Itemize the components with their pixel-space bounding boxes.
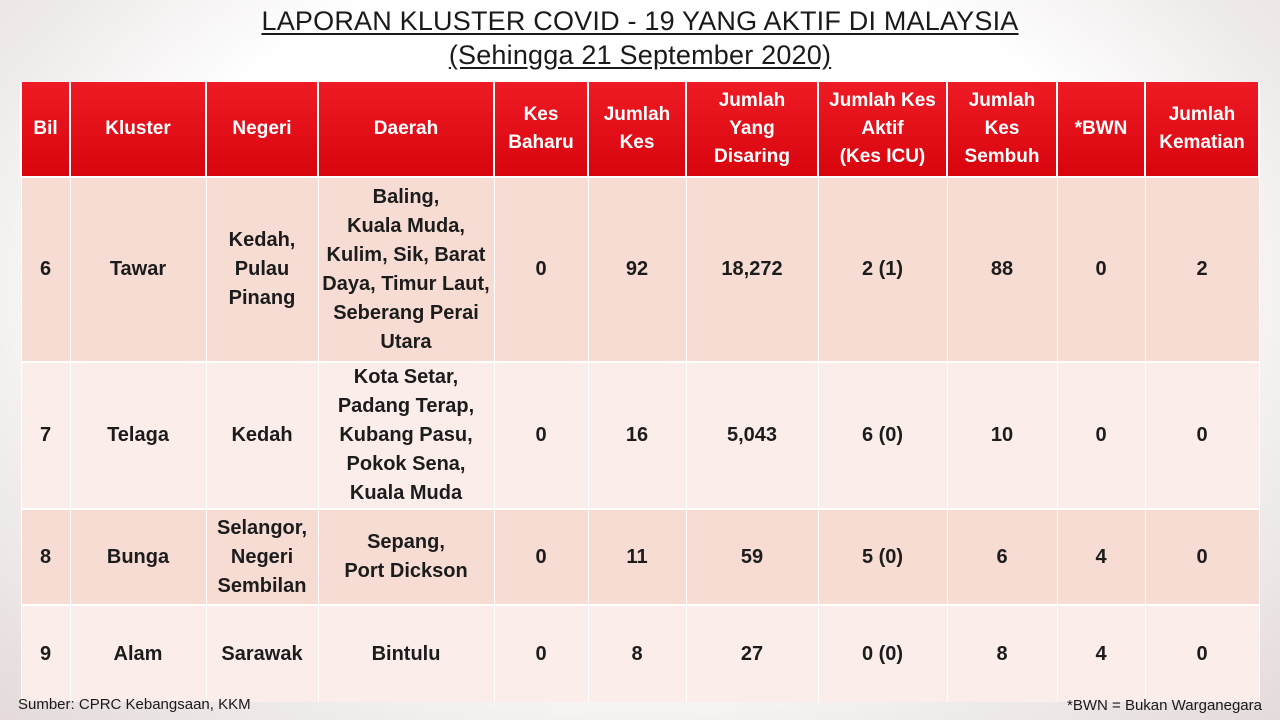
cell-jumlah-disaring: 5,043	[686, 362, 818, 509]
cell-daerah: Sepang, Port Dickson	[318, 509, 494, 605]
cell-kes-aktif: 0 (0)	[818, 605, 947, 702]
table-row	[21, 605, 1259, 702]
cluster-table-container	[20, 82, 1258, 702]
cell-kes-sembuh: 6	[947, 509, 1057, 605]
cell-negeri: Kedah	[206, 362, 318, 509]
cell-kematian: 0	[1145, 362, 1259, 509]
cell-kes-aktif: 2 (1)	[818, 177, 947, 362]
cell-kematian: 2	[1145, 177, 1259, 362]
header-jumlah-kes: Jumlah Kes	[588, 82, 686, 177]
cell-kes-baharu: 0	[494, 362, 588, 509]
cell-jumlah-disaring: 18,272	[686, 177, 818, 362]
cell-kes-sembuh: 8	[947, 605, 1057, 702]
cell-kes-aktif: 6 (0)	[818, 362, 947, 509]
cell-bil: 6	[21, 177, 70, 362]
header-bwn: *BWN	[1057, 82, 1145, 177]
header-kes-sembuh: Jumlah Kes Sembuh	[947, 82, 1057, 177]
cell-daerah: Baling, Kuala Muda, Kulim, Sik, Barat Daya, Timur Laut, Seberang Perai Utara	[318, 177, 494, 362]
cell-negeri: Sarawak	[206, 605, 318, 702]
cell-kes-baharu: 0	[494, 509, 588, 605]
bwn-footnote: *BWN = Bukan Warganegara	[1067, 697, 1262, 714]
cell-bil: 8	[21, 509, 70, 605]
header-daerah: Daerah	[318, 82, 494, 177]
cell-bwn: 0	[1057, 362, 1145, 509]
cell-daerah: Bintulu	[318, 605, 494, 702]
table-row	[21, 177, 1259, 362]
source-note: Sumber: CPRC Kebangsaan, KKM	[18, 696, 251, 713]
cell-kematian: 0	[1145, 605, 1259, 702]
header-negeri: Negeri	[206, 82, 318, 177]
header-bil: Bil	[21, 82, 70, 177]
cell-jumlah-kes: 11	[588, 509, 686, 605]
cell-kes-baharu: 0	[494, 177, 588, 362]
cell-bwn: 4	[1057, 509, 1145, 605]
cell-bil: 7	[21, 362, 70, 509]
cell-kematian: 0	[1145, 509, 1259, 605]
title-main: LAPORAN KLUSTER COVID - 19 YANG AKTIF DI MALAYSIA	[261, 6, 1019, 36]
cell-bwn: 4	[1057, 605, 1145, 702]
cell-negeri: Kedah, Pulau Pinang	[206, 177, 318, 362]
header-kes-aktif: Jumlah Kes Aktif (Kes ICU)	[818, 82, 947, 177]
cluster-table	[20, 82, 1260, 702]
cell-kluster: Tawar	[70, 177, 206, 362]
cell-jumlah-kes: 92	[588, 177, 686, 362]
table-row	[21, 362, 1259, 509]
cell-jumlah-disaring: 27	[686, 605, 818, 702]
header-kes-baharu: Kes Baharu	[494, 82, 588, 177]
table-header-row	[21, 82, 1259, 177]
cell-jumlah-kes: 8	[588, 605, 686, 702]
cell-negeri: Selangor, Negeri Sembilan	[206, 509, 318, 605]
header-kluster: Kluster	[70, 82, 206, 177]
cell-kluster: Bunga	[70, 509, 206, 605]
cell-jumlah-disaring: 59	[686, 509, 818, 605]
cell-bil: 9	[21, 605, 70, 702]
report-title	[0, 4, 1280, 72]
cell-kluster: Telaga	[70, 362, 206, 509]
cell-kluster: Alam	[70, 605, 206, 702]
header-kematian: Jumlah Kematian	[1145, 82, 1259, 177]
cell-kes-baharu: 0	[494, 605, 588, 702]
cell-jumlah-kes: 16	[588, 362, 686, 509]
cell-kes-sembuh: 10	[947, 362, 1057, 509]
cell-daerah: Kota Setar, Padang Terap, Kubang Pasu, Pokok Sena, Kuala Muda	[318, 362, 494, 509]
header-jumlah-disaring: Jumlah Yang Disaring	[686, 82, 818, 177]
cell-bwn: 0	[1057, 177, 1145, 362]
cell-kes-aktif: 5 (0)	[818, 509, 947, 605]
table-row	[21, 509, 1259, 605]
title-date: (Sehingga 21 September 2020)	[448, 40, 832, 70]
cell-kes-sembuh: 88	[947, 177, 1057, 362]
